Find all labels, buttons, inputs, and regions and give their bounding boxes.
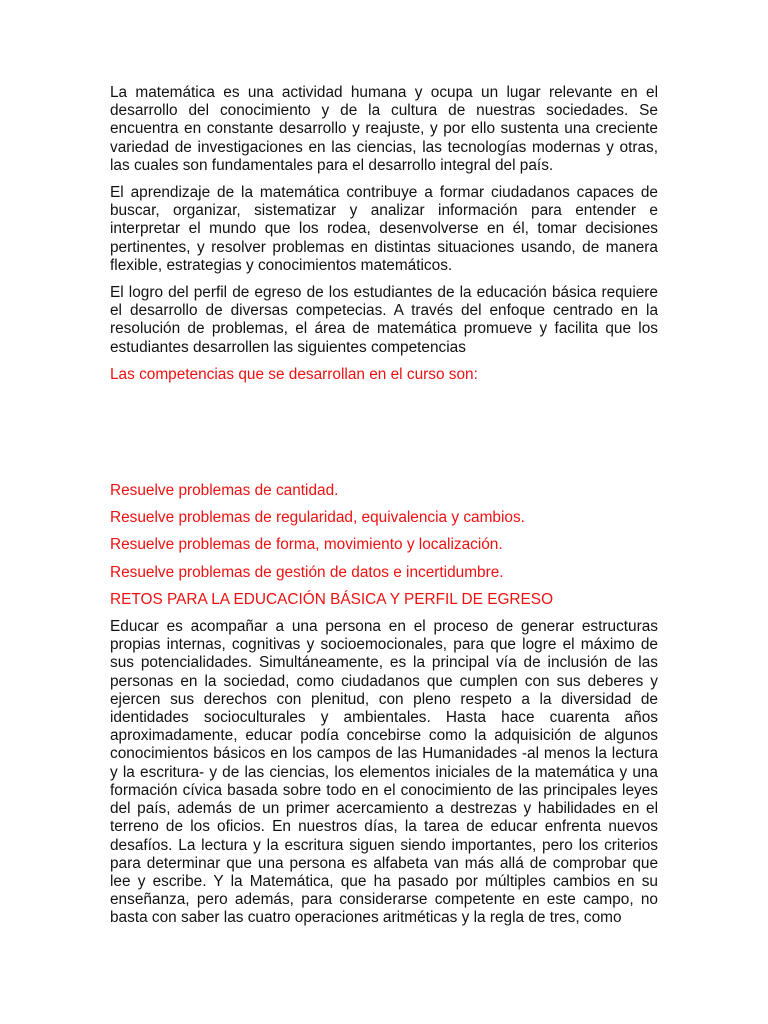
document-page [110, 84, 658, 928]
paragraph-aprendizaje: El aprendizaje de la matemática contribuye a formar ciudadanos capaces de buscar, organizar, sistematizar y analizar información para entender e interpretar el mundo que los rodea, desenvolverse en él, tomar decisiones pertinentes, y resolver problemas en distintas situaciones usando, de manera flexible, estrategias y conocimientos matemáticos. [110, 184, 658, 274]
competencia-item: Resuelve problemas de gestión de datos e incertidumbre. [110, 563, 504, 581]
competencia-item: Resuelve problemas de cantidad. [110, 482, 339, 500]
competencia-item: Resuelve problemas de forma, movimiento y localización. [110, 536, 503, 554]
competencias-intro: Las competencias que se desarrollan en el curso son: [110, 365, 478, 383]
section-heading-retos: RETOS PARA LA EDUCACIÓN BÁSICA Y PERFIL DE EGRESO [110, 590, 554, 608]
paragraph-retos: Educar es acompañar a una persona en el proceso de generar estructuras propias internas, cognitivas y socioemocionales, para que logre el máximo de sus potencialidades. Simultáneamente, es la principal vía de inclusión de las personas en la sociedad, como ciudadanos que cumplen con sus deberes y ejercen sus derechos con plenitud, con pleno respeto a la diversidad de identidades socioculturales y ambientales. Hasta hace cuarenta años aproximadamente, educar podía concebirse como la adquisición de algunos conocimientos básicos en los campos de las Humanidades -al menos la lectura y la escritura- y de las ciencias, los elementos iniciales de la matemática y una formación cívica basada sobre todo en el conocimiento de las principales leyes del país, además de un primer acercamiento a destrezas y habilidades en el terreno de los oficios. En nuestros días, la tarea de educar enfrenta nuevos desafíos. La lectura y la escritura siguen siendo importantes, pero los criterios para determinar que una persona es alfabeta van más allá de comprobar que lee y escribe. Y la Matemática, que ha pasado por múltiples cambios en su enseñanza, pero además, para considerarse competente en este campo, no basta con saber las cuatro operaciones aritméticas y la regla de tres, como [110, 618, 658, 927]
paragraph-intro: La matemática es una actividad humana y ocupa un lugar relevante en el desarrollo del conocimiento y de la cultura de nuestras sociedades. Se encuentra en constante desarrollo y reajuste, y por ello sustenta una creciente variedad de investigaciones en las ciencias, las tecnologías modernas y otras, las cuales son fundamentales para el desarrollo integral del país. [110, 84, 658, 174]
competencia-item: Resuelve problemas de regularidad, equivalencia y cambios. [110, 509, 525, 527]
paragraph-perfil-egreso: El logro del perfil de egreso de los estudiantes de la educación básica requiere el desarrollo de diversas competecias. A través del enfoque centrado en la resolución de problemas, el área de matemática promueve y facilita que los estudiantes desarrollen las siguientes competencias [110, 284, 658, 356]
